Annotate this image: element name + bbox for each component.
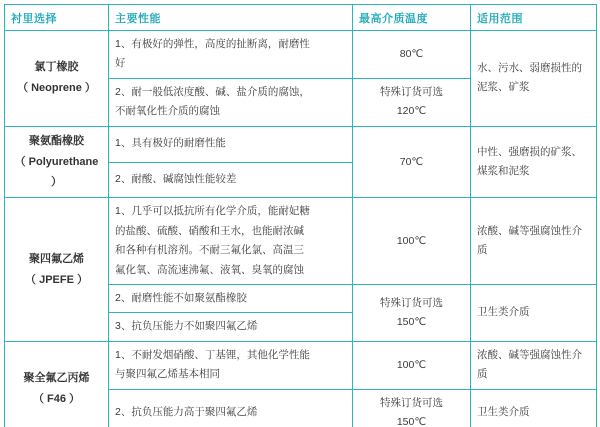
performance-line: 的盐酸、硫酸、硝酸和王水，也能耐浓碱 [115, 224, 304, 237]
performance-cell [109, 285, 353, 313]
table-row [5, 31, 597, 79]
material-name-cell [5, 126, 109, 198]
performance-line: 2、耐酸、碱腐蚀性能较差 [115, 173, 237, 186]
scope-cell [471, 31, 597, 127]
column-header-scope: 适用范围 [471, 5, 597, 31]
scope-line: 质 [477, 244, 488, 257]
performance-line: 1、具有极好的耐磨性能 [115, 137, 226, 150]
performance-line: 1、不耐发烟硝酸、丁基锂，其他化学性能 [115, 348, 310, 361]
performance-cell [109, 31, 353, 79]
performance-cell [109, 198, 353, 285]
performance-line: 1、几乎可以抵抗所有化学介质，能耐妃糖 [115, 205, 310, 218]
temperature-cell [353, 198, 471, 285]
performance-cell [109, 341, 353, 389]
table-header [5, 5, 597, 31]
material-name-alt: （ JPEFE ） [25, 273, 88, 286]
performance-cell [109, 126, 353, 162]
temperature-line: 特殊订货可选 [380, 86, 443, 99]
performance-cell [109, 162, 353, 198]
temperature-cell [353, 126, 471, 198]
performance-line: 1、有极好的弹性，高度的扯断离，耐磨性 [115, 38, 310, 50]
scope-line: 泥浆、矿浆 [477, 81, 530, 94]
scope-cell [471, 341, 597, 389]
temperature-line: 特殊订货可选 [380, 297, 443, 310]
material-name-cell [5, 31, 109, 127]
material-name: 氯丁橡胶 [34, 61, 79, 74]
scope-line: 卫生类介质 [477, 306, 530, 319]
table-body [5, 31, 597, 427]
table-row [5, 126, 597, 162]
column-header-temperature: 最高介质温度 [353, 5, 471, 31]
performance-line: 不耐氧化性介质的腐蚀 [115, 105, 220, 118]
performance-line: 2、抗负压能力高于聚四氟乙烯 [115, 405, 258, 418]
table-row [5, 341, 597, 389]
temperature-cell [353, 31, 471, 79]
performance-line: 2、耐一般低浓度酸、碱、盐介质的腐蚀， [115, 85, 310, 98]
temperature-line: 120℃ [396, 105, 427, 118]
temperature-line: 70℃ [399, 155, 424, 168]
material-name-alt: （ Neoprene ） [17, 82, 96, 95]
column-header-performance: 主要性能 [109, 5, 353, 31]
scope-line: 浓酸、碱等强腐蚀性介 [477, 348, 582, 361]
temperature-line: 100℃ [396, 358, 427, 371]
header-row [5, 5, 597, 31]
performance-line: 好 [115, 57, 126, 70]
column-header-material: 衬里选择 [5, 5, 109, 31]
performance-cell [109, 389, 353, 427]
temperature-cell [353, 78, 471, 126]
temperature-cell [353, 389, 471, 427]
scope-line: 水、污水、弱磨损性的 [477, 61, 582, 74]
temperature-line: 150℃ [396, 415, 427, 427]
scope-line: 浓酸、碱等强腐蚀性介 [477, 224, 582, 237]
material-name: 聚四氟乙烯 [29, 252, 84, 265]
lining-selection-table [4, 4, 597, 427]
scope-cell [471, 198, 597, 285]
scope-line: 卫生类介质 [477, 405, 530, 418]
temperature-line: 100℃ [396, 234, 427, 247]
performance-cell [109, 78, 353, 126]
temperature-line: 特殊订货可选 [380, 396, 443, 409]
performance-line: 氟化氧、高流速沸氟、液氧、臭氧的腐蚀 [115, 263, 304, 276]
performance-line: 3、抗负压能力不如聚四氟乙烯 [115, 320, 258, 333]
scope-line: 煤浆和泥浆 [477, 165, 530, 178]
table-row [5, 198, 597, 285]
performance-line: 2、耐磨性能不如聚氨酯橡胶 [115, 292, 247, 305]
material-name: 聚氨酯橡胶 [29, 134, 84, 147]
material-name: 聚全氟乙丙烯 [23, 371, 90, 384]
temperature-cell [353, 341, 471, 389]
scope-line: 质 [477, 368, 488, 381]
material-name-cell [5, 341, 109, 427]
scope-cell [471, 126, 597, 198]
scope-cell [471, 389, 597, 427]
temperature-line: 150℃ [396, 315, 427, 328]
scope-line: 中性、强磨损的矿浆、 [477, 145, 582, 158]
performance-line: 与聚四氟乙烯基本相同 [115, 368, 220, 381]
scope-cell [471, 285, 597, 342]
material-name-alt: （ F46 ） [32, 392, 81, 405]
material-name-cell [5, 198, 109, 342]
performance-cell [109, 313, 353, 341]
material-name-alt: （ Polyurethane ） [14, 155, 99, 189]
temperature-line: 80℃ [399, 47, 424, 60]
performance-line: 和各种有机溶剂。不耐三氟化氯、高温三 [115, 244, 304, 257]
temperature-cell [353, 285, 471, 342]
